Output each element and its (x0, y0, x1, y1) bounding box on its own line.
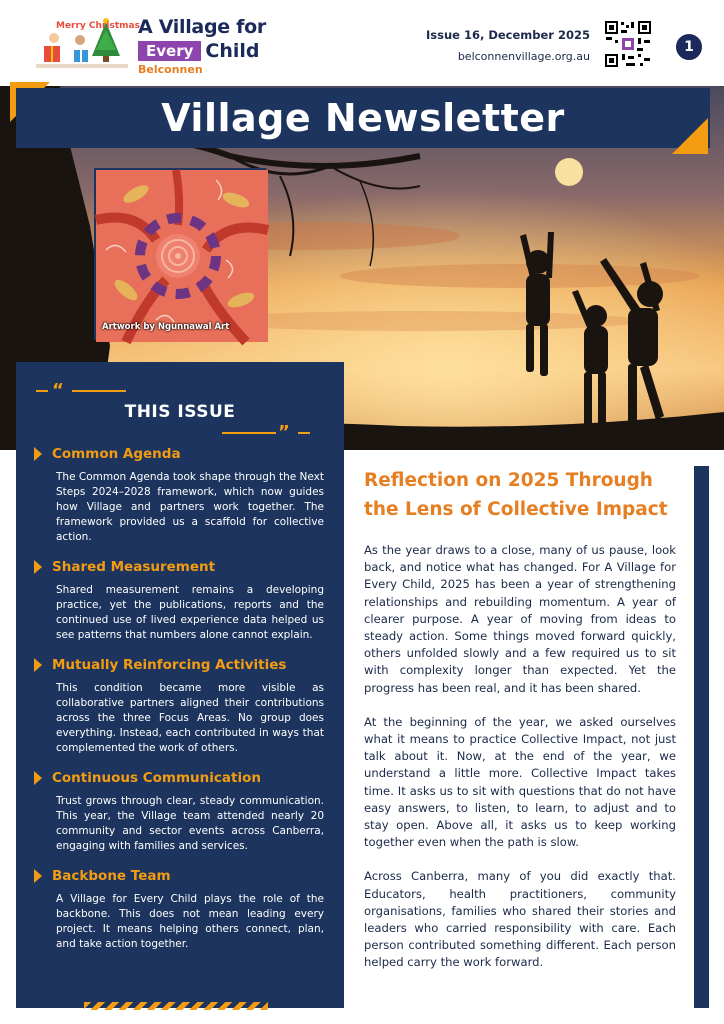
issue-info (426, 28, 590, 63)
brand-sub: Belconnen (138, 63, 203, 76)
brand-line1: A Village for (138, 16, 266, 38)
item-heading: Continuous Communication (52, 770, 261, 786)
item-body: Shared measurement remains a developing practice, yet the publications, reports and the continued use of lived experience data helped us see patterns that numbers alone cannot explain. (56, 584, 324, 641)
logo-badge-text: Merry Christmas (56, 21, 140, 31)
main-article (364, 466, 676, 972)
page-number-badge: 1 (676, 34, 702, 60)
item-body: The Common Agenda took shape through the Next Steps 2024–2028 framework, which now guides how Village and partners work together. The framework provided us a scaffold for collective action. (56, 471, 324, 543)
brand-child: Child (205, 40, 260, 62)
title-accent-right (672, 118, 708, 154)
list-item (36, 446, 324, 545)
list-item (36, 657, 324, 756)
chevron-right-icon (34, 658, 42, 672)
deco-line (222, 432, 276, 434)
deco-line (298, 432, 310, 434)
article-side-bar (694, 466, 709, 1008)
sidebar-items (36, 446, 324, 966)
website-link[interactable]: belconnenvillage.org.au (457, 50, 590, 63)
item-body: Trust grows through clear, steady communication. This year, the Village team attended nearly 20 community and sector events across Canberra, engaging with families and services. (56, 795, 324, 852)
this-issue-sidebar (16, 362, 344, 1008)
artwork-caption: Artwork by Ngunnawal Art (102, 322, 230, 332)
page-header (0, 0, 724, 86)
article-paragraph: As the year draws to a close, many of us pause, look back, and notice what has changed. For A Village for Every Child, 2025 has been a year of strengthening relationships and rebuilding momentum. A year of clearer purpose. A year of moving from ideas to steady action. Some things moved forward quickly, others unfolded slowly and a few required us to sit with complexity longer than expected. Yet the progress has been real, and it has been shared. (364, 543, 676, 695)
item-heading: Mutually Reinforcing Activities (52, 657, 287, 673)
chevron-right-icon (34, 447, 42, 461)
item-heading: Shared Measurement (52, 559, 216, 575)
deco-line (36, 390, 48, 392)
aboriginal-artwork (94, 168, 266, 340)
qr-code-icon[interactable] (604, 20, 652, 68)
newsletter-title-banner (16, 88, 710, 148)
item-body: This condition became more visible as collaborative partners aligned their contributions across the three Focus Areas. No group does everything. Instead, each contributed in ways that complemented the work of others. (56, 682, 324, 754)
item-heading: Backbone Team (52, 868, 171, 884)
list-item (36, 770, 324, 854)
item-heading: Common Agenda (52, 446, 181, 462)
deco-line (72, 390, 126, 392)
item-body: A Village for Every Child plays the role of the backbone. This does not mean leading every project. It means helping others connect, plan, and take action together. (56, 893, 324, 950)
close-quote-icon: ” (278, 422, 290, 443)
brand-line2 (138, 40, 266, 62)
chevron-right-icon (34, 560, 42, 574)
hatch-divider-bottom (84, 1002, 268, 1010)
article-paragraph: Across Canberra, many of you did exactly that. Educators, health practitioners, community organisations, families who shared their stories and leaders who carried responsibility with care. Each person contributed something different. Each person helped carry the work forward. (364, 869, 676, 970)
chevron-right-icon (34, 869, 42, 883)
issue-label: Issue 16, December 2025 (426, 28, 590, 42)
article-paragraph: At the beginning of the year, we asked ourselves what it means to practice Collective Impact, not just talk about it. Now, at the end of the year, we understand a little more. Collective Impact takes time. It asks us to sit with questions that do not have easy answers, to listen, to learn, to adjust and to stay open. Above all, it asks us to keep working together even when the path is slow. (364, 714, 676, 850)
artwork-image (96, 170, 268, 342)
chevron-right-icon (34, 771, 42, 785)
list-item (36, 868, 324, 952)
open-quote-icon: “ (52, 380, 64, 401)
brand-every: Every (138, 41, 201, 61)
list-item (36, 559, 324, 643)
christmas-logo-icon (36, 16, 140, 72)
newsletter-title: Village Newsletter (161, 96, 565, 140)
brand-logo (138, 16, 266, 76)
sidebar-title: THIS ISSUE (124, 402, 236, 422)
article-title: Reflection on 2025 Through the Lens of Collective Impact (364, 470, 668, 520)
